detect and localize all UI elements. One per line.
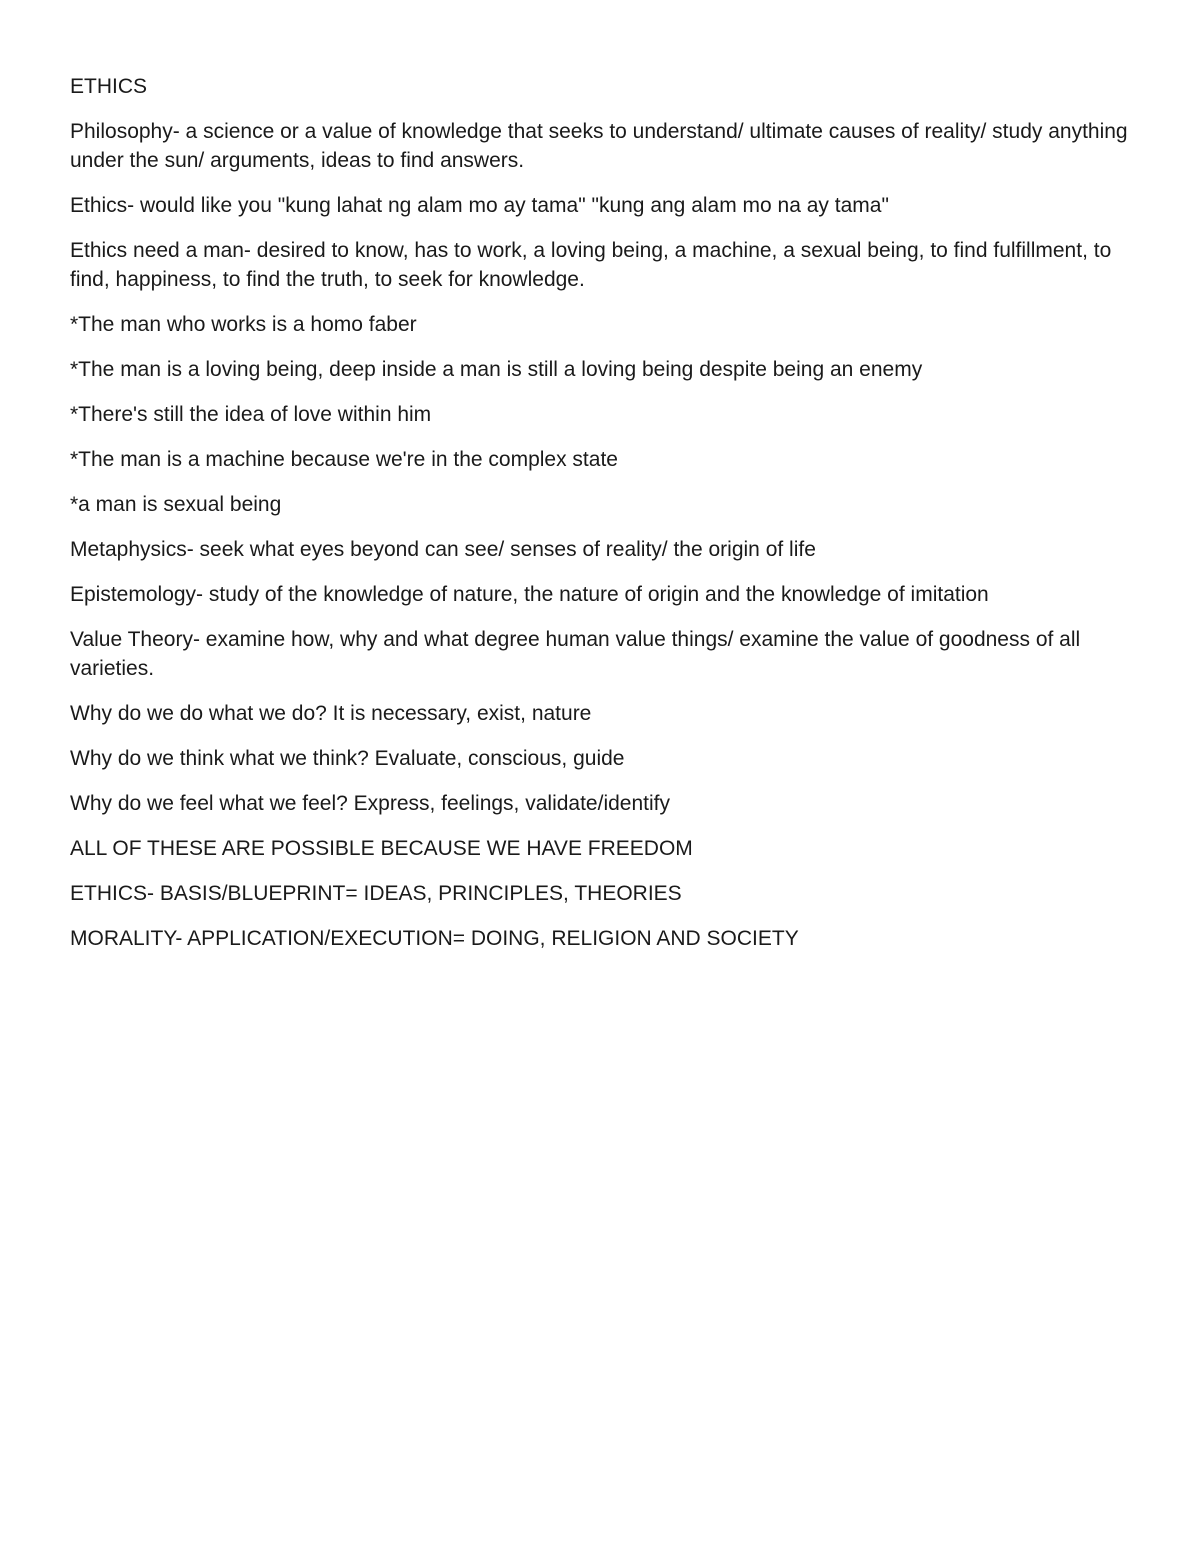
paragraph-value-theory: Value Theory- examine how, why and what degree human value things/ examine the value of goodness of all varieties. <box>70 628 1081 680</box>
paragraph-epistemology: Epistemology- study of the knowledge of nature, the nature of origin and the knowledge of imitation <box>70 583 989 606</box>
statement-freedom: ALL OF THESE ARE POSSIBLE BECAUSE WE HAVE FREEDOM <box>70 837 693 860</box>
note-idea-of-love: *There's still the idea of love within him <box>70 403 432 426</box>
question-do: Why do we do what we do? It is necessary, exist, nature <box>70 702 592 725</box>
paragraph-philosophy: Philosophy- a science or a value of knowledge that seeks to understand/ ultimate causes of reality/ study anything under the sun/ arguments, ideas to find answers. <box>70 120 1128 172</box>
note-machine: *The man is a machine because we're in the complex state <box>70 448 618 471</box>
note-homo-faber: *The man who works is a homo faber <box>70 313 417 336</box>
document-title: ETHICS <box>70 75 148 98</box>
paragraph-metaphysics: Metaphysics- seek what eyes beyond can see/ senses of reality/ the origin of life <box>70 538 816 561</box>
paragraph-ethics-definition: Ethics- would like you "kung lahat ng alam mo ay tama" "kung ang alam mo na ay tama" <box>70 194 889 217</box>
question-feel: Why do we feel what we feel? Express, feelings, validate/identify <box>70 792 670 815</box>
note-sexual-being: *a man is sexual being <box>70 493 282 516</box>
question-think: Why do we think what we think? Evaluate, conscious, guide <box>70 747 625 770</box>
statement-ethics-basis: ETHICS- BASIS/BLUEPRINT= IDEAS, PRINCIPLES, THEORIES <box>70 882 682 905</box>
document-body <box>70 72 1130 969</box>
statement-morality-application: MORALITY- APPLICATION/EXECUTION= DOING, RELIGION AND SOCIETY <box>70 927 799 950</box>
note-loving-being: *The man is a loving being, deep inside a man is still a loving being despite being an enemy <box>70 358 923 381</box>
paragraph-ethics-need: Ethics need a man- desired to know, has to work, a loving being, a machine, a sexual being, to find fulfillment, to find, happiness, to find the truth, to seek for knowledge. <box>70 239 1112 291</box>
